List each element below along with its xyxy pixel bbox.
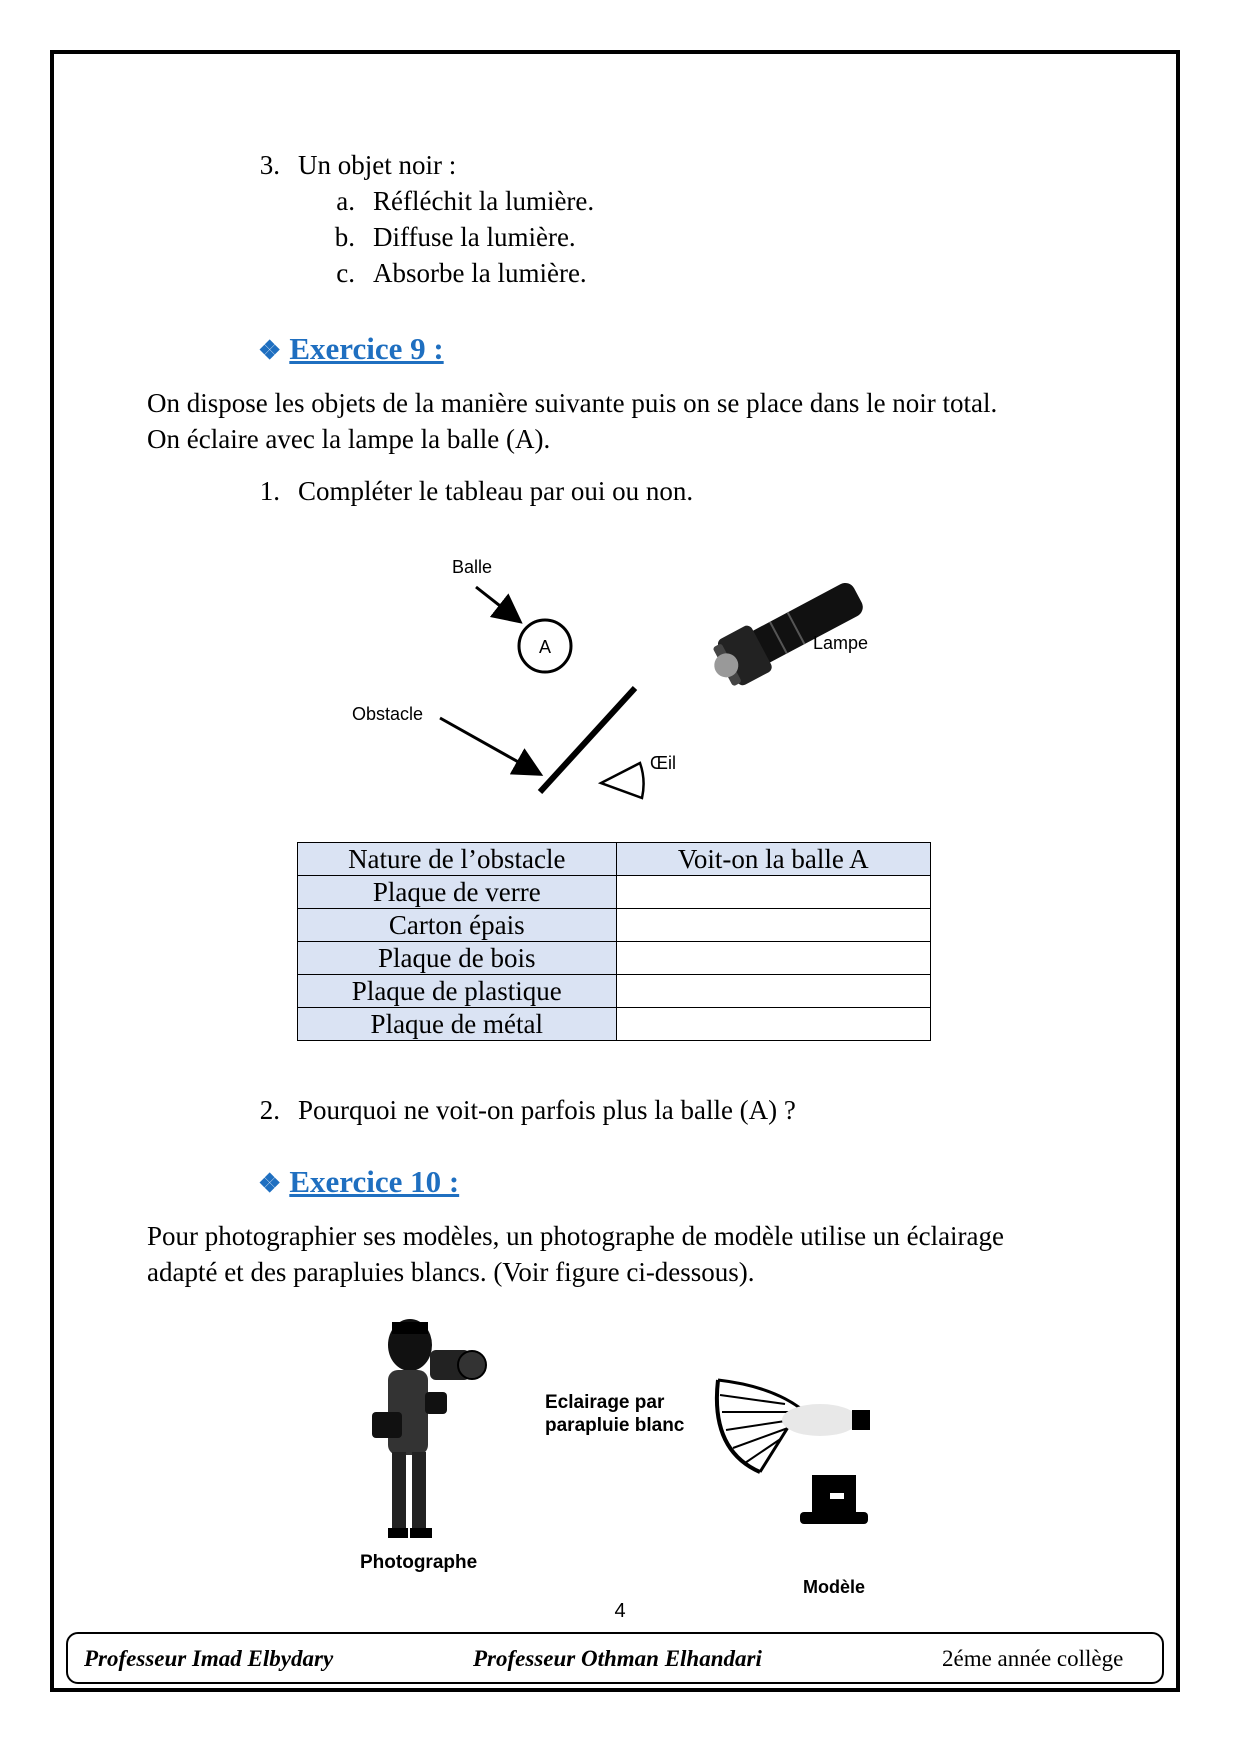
ex9-q2-number: 2. (259, 1095, 280, 1125)
table-row (298, 876, 931, 909)
table-row (298, 975, 931, 1008)
q3-number: 3. (259, 150, 280, 180)
table-header-cell: Nature de l’obstacle (298, 843, 617, 876)
ex10-intro-line2: adapté et des parapluies blancs. (Voir figure ci-dessous). (147, 1257, 755, 1287)
diamond-bullet-icon: ❖ (258, 1169, 282, 1198)
q3-option-b: Diffuse la lumière. (373, 222, 576, 252)
q3-option-c-letter: c. (336, 258, 355, 288)
label-a: A (538, 637, 552, 657)
q3-option-b-letter: b. (334, 222, 355, 252)
label-modele: Modèle (802, 1577, 866, 1597)
table-header-row (298, 843, 931, 876)
obstacle-arrow (440, 718, 538, 773)
ex10-figure (0, 1300, 1240, 1597)
photographer-icon (372, 1319, 486, 1538)
ex9-q1-number: 1. (259, 476, 280, 506)
table-row (298, 942, 931, 975)
table-cell-obstacle: Carton épais (298, 909, 617, 942)
top-hat-icon (800, 1475, 868, 1524)
label-balle: Balle (452, 557, 493, 577)
table-cell-answer[interactable] (616, 975, 930, 1008)
footer-center: Professeur Othman Elhandari (473, 1646, 762, 1671)
table-cell-answer[interactable] (616, 942, 930, 975)
label-photographe: Photographe (360, 1552, 478, 1573)
footer (66, 1632, 1164, 1684)
table-cell-obstacle: Plaque de plastique (298, 975, 617, 1008)
table-row (298, 1008, 931, 1041)
label-eclairage-line1: Eclairage par (545, 1392, 665, 1413)
exercise-10-title: Exercice 10 : (289, 1164, 460, 1199)
ex9-intro-line2: On éclaire avec la lampe la balle (A). (147, 424, 551, 454)
table-cell-obstacle: Plaque de métal (298, 1008, 617, 1041)
diamond-bullet-icon: ❖ (258, 336, 282, 365)
exercise-9-heading (258, 330, 444, 370)
eye-icon (601, 763, 644, 798)
q3-text: Un objet noir : (298, 150, 457, 180)
exercise-10-heading (258, 1163, 459, 1203)
balle-arrow (476, 587, 518, 620)
ex9-q1-text: Compléter le tableau par oui ou non. (298, 476, 694, 506)
table-cell-obstacle: Plaque de bois (298, 942, 617, 975)
obstacle-table (297, 842, 931, 1041)
label-obstacle: Obstacle (352, 704, 424, 724)
ex9-figure (0, 540, 1240, 810)
table-cell-answer[interactable] (616, 1008, 930, 1041)
footer-left: Professeur Imad Elbydary (84, 1646, 334, 1671)
q3-option-a-letter: a. (336, 186, 355, 216)
exercise-9-title: Exercice 9 : (289, 331, 444, 366)
page-number: 4 (614, 1600, 626, 1622)
umbrella-icon (717, 1380, 870, 1472)
table-cell-obstacle: Plaque de verre (298, 876, 617, 909)
ex10-intro-line1: Pour photographier ses modèles, un photographe de modèle utilise un éclairage (147, 1221, 1005, 1251)
table-header-cell: Voit-on la balle A (616, 843, 930, 876)
q3-option-c: Absorbe la lumière. (373, 258, 587, 288)
label-oeil: Œil (650, 753, 676, 773)
table-row (298, 909, 931, 942)
label-eclairage-line2: parapluie blanc (545, 1415, 685, 1436)
ex9-q2-text: Pourquoi ne voit-on parfois plus la balle (A) ? (298, 1095, 796, 1125)
label-lampe: Lampe (813, 633, 869, 653)
table-cell-answer[interactable] (616, 909, 930, 942)
q3-option-a: Réfléchit la lumière. (373, 186, 595, 216)
table-cell-answer[interactable] (616, 876, 930, 909)
ex9-intro-line1: On dispose les objets de la manière suivante puis on se place dans le noir total. (147, 388, 998, 418)
obstacle-plate (540, 688, 635, 792)
footer-right: 2éme année collège (942, 1646, 1124, 1671)
